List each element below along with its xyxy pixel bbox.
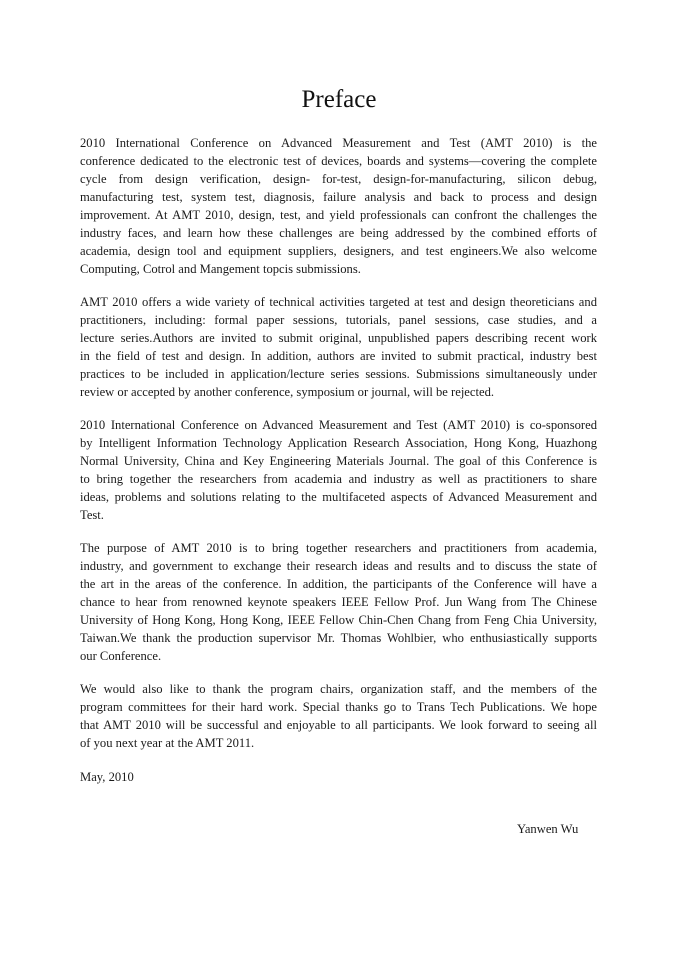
signature: Yanwen Wu <box>517 822 579 836</box>
text-line: conference dedicated to the electronic test of devices, boards and systems—covering the complete <box>80 154 597 168</box>
text-line: our Conference. <box>80 649 162 663</box>
text-line: manufacturing test, system test, diagnosis, failure analysis and back to process and design <box>80 190 597 204</box>
text-line: ideas, problems and solutions relating to the multifaceted aspects of Advanced Measurement and <box>80 490 597 504</box>
paragraph <box>80 134 597 278</box>
text-line: 2010 International Conference on Advanced Measurement and Test (AMT 2010) is the <box>80 136 597 150</box>
text-line: Taiwan.We thank the production supervisor Mr. Thomas Wohlbier, who enthusiastically supports <box>80 631 597 645</box>
text-line: to bring together the researchers from academia and industry as well as practitioners to share <box>80 472 597 486</box>
paragraph <box>80 680 597 752</box>
text-line: by Intelligent Information Technology Application Research Association, Hong Kong, Huazhong <box>80 436 597 450</box>
text-line: Computing, Cotrol and Mangement topcis submissions. <box>80 262 361 276</box>
page-title: Preface <box>301 86 377 113</box>
text-line: University of Hong Kong, Hong Kong, IEEE Fellow Chin-Chen Chang from Feng Chia University, <box>80 613 597 627</box>
paragraph <box>80 416 597 524</box>
text-line: of you next year at the AMT 2011. <box>80 736 255 750</box>
text-line: practices to be included in application/lecture series sessions. Submissions simultaneously under <box>80 367 597 381</box>
text-line: Test. <box>80 508 104 522</box>
text-line: academia, design tool and equipment suppliers, designers, and test engineers.We also welcome <box>80 244 597 258</box>
preface-body <box>80 134 597 767</box>
text-line: practitioners, including: formal paper sessions, tutorials, panel sessions, case studies, and a <box>80 313 597 327</box>
date: May, 2010 <box>80 770 134 784</box>
text-line: program committees for their hard work. Special thanks go to Trans Tech Publications. We hope <box>80 700 597 714</box>
text-line: lecture series.Authors are invited to submit original, unpublished papers describing recent work <box>80 331 597 345</box>
text-line: industry, and government to exchange their research ideas and results and to discuss the state of <box>80 559 597 573</box>
text-line: review or accepted by another conference, symposium or journal, will be rejected. <box>80 385 495 399</box>
paragraph <box>80 293 597 401</box>
text-line: The purpose of AMT 2010 is to bring together researchers and practitioners from academia, <box>80 541 597 555</box>
text-line: AMT 2010 offers a wide variety of technical activities targeted at test and design theoreticians and <box>80 295 597 309</box>
text-line: Normal University, China and Key Engineering Materials Journal. The goal of this Conference is <box>80 454 597 468</box>
text-line: in the field of test and design. In addition, authors are invited to submit practical, industry best <box>80 349 597 363</box>
text-line: the art in the areas of the conference. In addition, the participants of the Conference will have a <box>80 577 597 591</box>
text-line: industry faces, and learn how these challenges are being addressed by the combined efforts of <box>80 226 597 240</box>
text-line: 2010 International Conference on Advanced Measurement and Test (AMT 2010) is co-sponsored <box>80 418 597 432</box>
text-line: that AMT 2010 will be successful and enjoyable to all participants. We look forward to seeing all <box>80 718 597 732</box>
text-line: We would also like to thank the program chairs, organization staff, and the members of the <box>80 682 597 696</box>
text-line: chance to hear from renowned keynote speakers IEEE Fellow Prof. Jun Wang from The Chinese <box>80 595 597 609</box>
paragraph <box>80 539 597 665</box>
text-line: cycle from design verification, design- for-test, design-for-manufacturing, silicon debug, <box>80 172 597 186</box>
text-line: improvement. At AMT 2010, design, test, and yield professionals can confront the challenges the <box>80 208 597 222</box>
